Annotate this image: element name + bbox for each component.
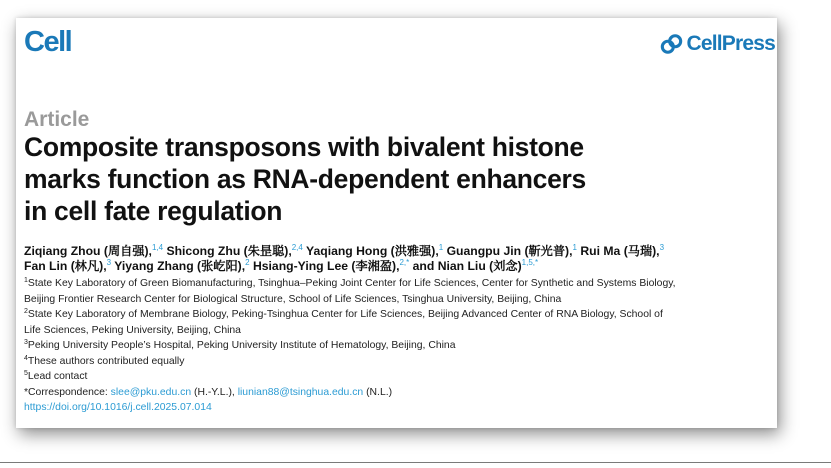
affiliation-line xyxy=(24,338,776,354)
cellpress-logo-icon xyxy=(660,33,683,55)
author-name: Yiyang Zhang (张屹阳), xyxy=(114,259,246,273)
paper-page xyxy=(16,18,777,428)
bottom-divider xyxy=(0,462,831,463)
author-affiliation-marker: 1,5,* xyxy=(521,258,539,267)
author-affiliation-marker: 2 xyxy=(245,258,250,267)
publisher-logo xyxy=(660,32,775,56)
author-name: Rui Ma (马瑞), xyxy=(580,244,660,258)
author-affiliation-marker: 1 xyxy=(572,243,577,252)
author-name: Ziqiang Zhou (周自强), xyxy=(24,244,152,258)
author-affiliation-marker: 2,4 xyxy=(291,243,303,252)
affiliation-text: State Key Laboratory of Green Biomanufacturing, Tsinghua–Peking Joint Center for Life Sciences, Center for Synthetic and Systems Biology, xyxy=(27,278,676,289)
author-name: and Nian Liu (刘念) xyxy=(412,259,522,273)
title-line: marks function as RNA-dependent enhancers xyxy=(24,164,586,194)
author-affiliation-marker: 2,* xyxy=(399,258,410,267)
correspondence-line xyxy=(24,385,776,401)
correspondence-label: *Correspondence: xyxy=(24,386,111,398)
footnote-lead-contact xyxy=(24,369,776,385)
author-name: Guangpu Jin (靳光普), xyxy=(446,244,573,258)
affiliation-line xyxy=(24,276,776,292)
affiliation-text: Lead contact xyxy=(27,371,88,382)
affiliation-line xyxy=(24,292,776,308)
affiliation-line xyxy=(24,307,776,323)
title-line: Composite transposons with bivalent histone xyxy=(24,132,584,162)
affiliation-text: Life Sciences, Peking University, Beijing, China xyxy=(24,324,241,336)
author-affiliation-marker: 3 xyxy=(106,258,112,267)
affiliation-text: Peking University People’s Hospital, Peking University Institute of Hematology, Beijing, China xyxy=(27,340,456,351)
footnote-equal-contribution xyxy=(24,354,776,370)
correspondence-initials: (H.-Y.L.), xyxy=(191,386,238,398)
correspondence-initials: (N.L.) xyxy=(363,386,393,398)
doi-link[interactable]: https://doi.org/10.1016/j.cell.2025.07.014 xyxy=(24,402,212,413)
author-line xyxy=(24,244,664,259)
article-title xyxy=(24,131,586,227)
author-name: Yaqiang Hong (洪雅强), xyxy=(306,244,439,258)
doi-line xyxy=(24,400,776,416)
title-line: in cell fate regulation xyxy=(24,196,283,226)
email-link-liu[interactable]: liunian88@tsinghua.edu.cn xyxy=(237,386,364,398)
email-link-lee[interactable]: slee@pku.edu.cn xyxy=(110,386,192,398)
affiliation-number: 5 xyxy=(24,370,28,377)
affiliation-line xyxy=(24,323,776,339)
publisher-name: CellPress xyxy=(686,32,775,55)
affiliation-list xyxy=(24,276,776,416)
author-name: Shicong Zhu (朱昰聪), xyxy=(166,244,292,258)
affiliation-text: These authors contributed equally xyxy=(27,355,185,367)
author-name: Hsiang-Ying Lee (李湘盈), xyxy=(252,259,400,273)
author-name: Fan Lin (林凡), xyxy=(24,259,107,273)
author-affiliation-marker: 3 xyxy=(659,243,665,252)
affiliation-number: 1 xyxy=(24,277,28,284)
journal-logo: Cell xyxy=(24,26,72,58)
affiliation-number: 2 xyxy=(24,308,28,315)
author-affiliation-marker: 1 xyxy=(438,243,444,252)
affiliation-text: State Key Laboratory of Membrane Biology, Peking-Tsinghua Center for Life Sciences, Beijing Advanced Center of RNA Biology, School of xyxy=(27,309,663,320)
affiliation-text: Beijing Frontier Research Center for Biological Structure, School of Life Sciences, Tsinghua University, Beijing, China xyxy=(24,293,562,305)
author-affiliation-marker: 1,4 xyxy=(151,243,164,252)
article-type-label: Article xyxy=(24,108,90,131)
affiliation-number: 3 xyxy=(24,339,28,346)
author-line xyxy=(24,259,664,274)
author-list xyxy=(24,244,664,274)
affiliation-number: 4 xyxy=(24,354,28,362)
